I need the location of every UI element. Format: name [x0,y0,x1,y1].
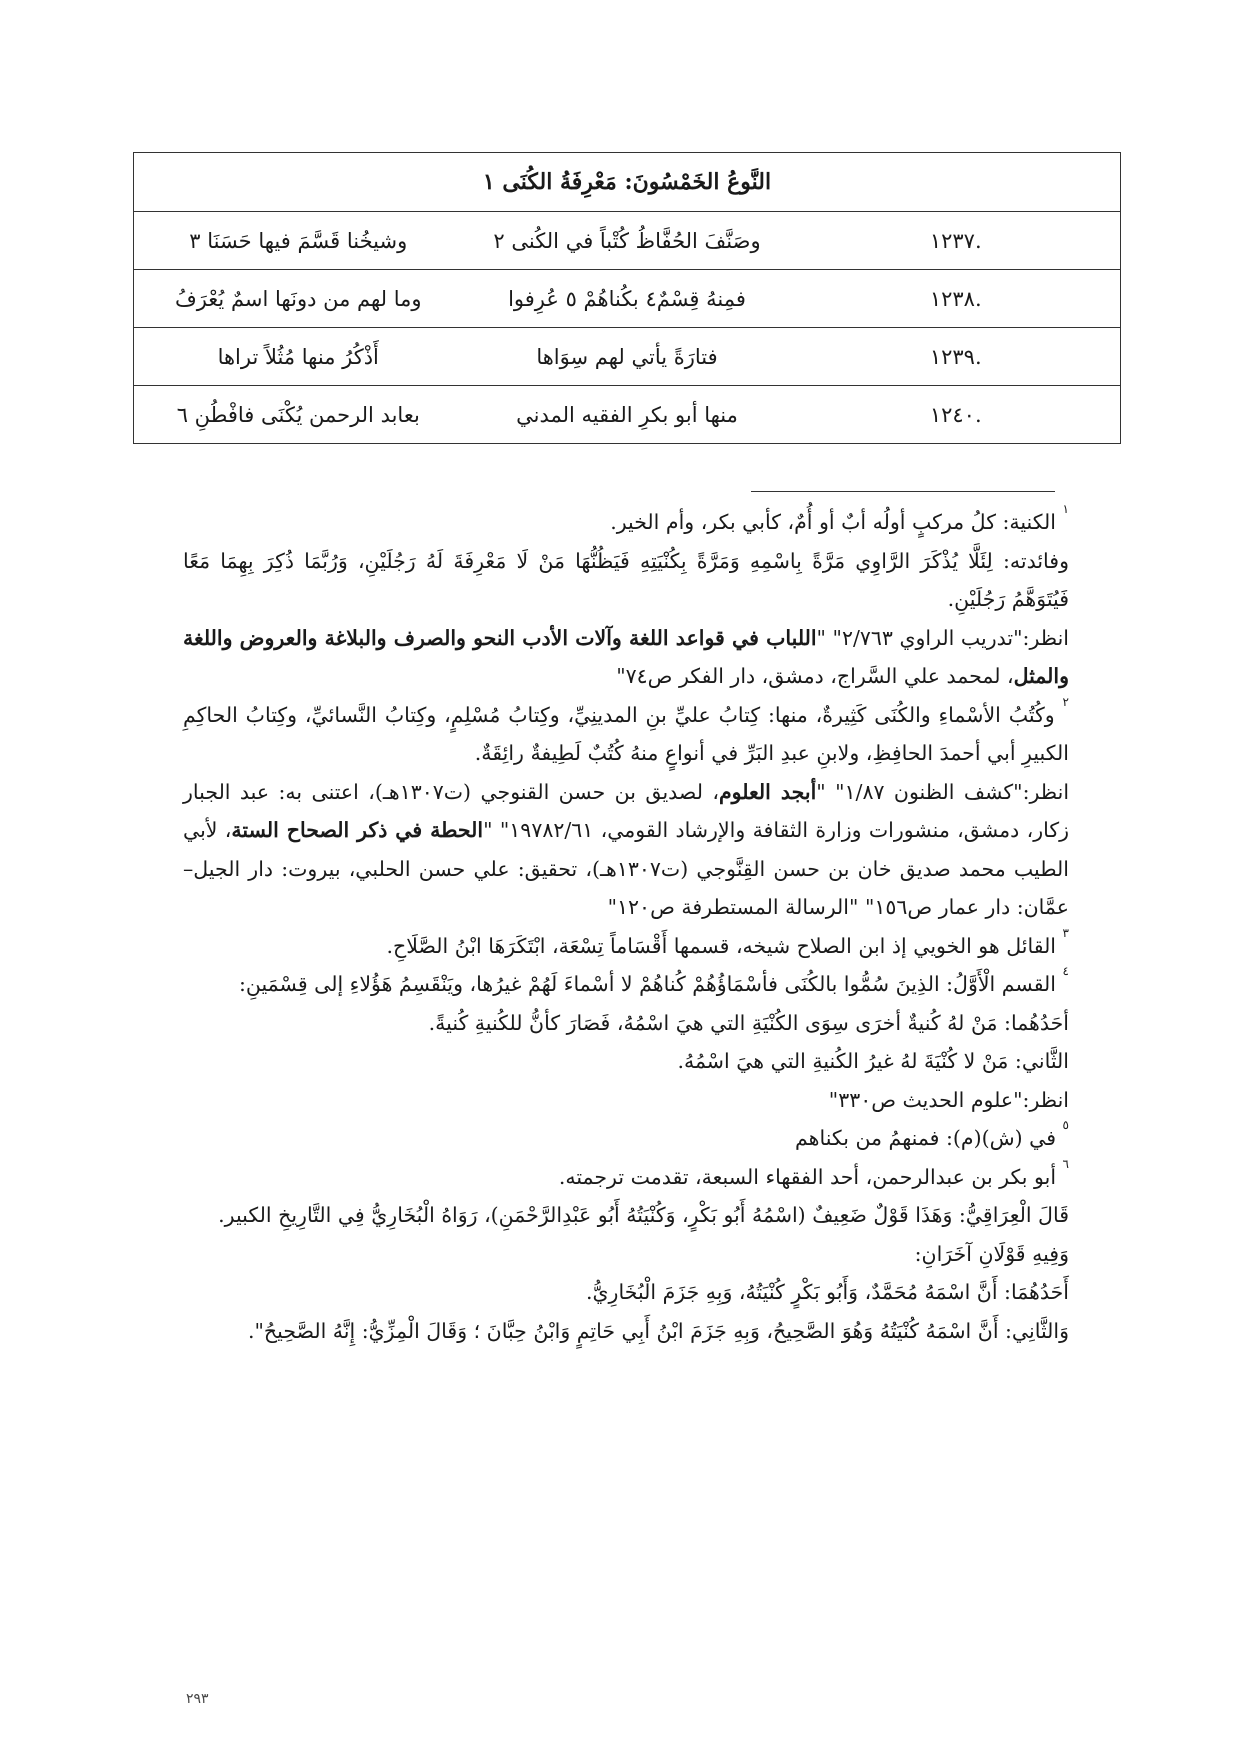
footnote-text: في (ش)(م): فمنهمُ من بكناهم [795,1126,1057,1150]
verse-number: .١٢٣٨ [792,270,1121,328]
reference-text: انظر:"كشف الظنون ١/٨٧" " [816,779,1070,804]
verse-number: .١٢٣٩ [792,328,1121,386]
first-hemistich: فمِنهُ قِسْمٌ٤ بكُناهُمْ ٥ عُرِفوا [463,270,792,328]
footnote-text: أبو بكر بن عبدالرحمن، أحد الفقهاء السبعة، تقدمت ترجمته. [558,1164,1057,1189]
footnote-2 [183,696,1069,773]
footnote-separator [751,491,1055,492]
reference-text: ، لمحمد علي السَّراج، دمشق، دار الفكر ص٧٤" [616,664,1014,688]
page-number: ٢٩٣ [186,1691,209,1707]
book-title: أبجد العلوم [718,779,817,804]
verse-table [133,152,1121,444]
reference-text: ، لأبي الطيب محمد صديق خان بن حسن القِنَّوجي (ت١٣٠٧هـ)، تحقيق: علي حسن الحلبي، بيروت: دار الجيل– عمَّان: دار عمار ص١٥٦" "الرسالة المستطرفة ص١٢٠" [183,818,1070,919]
first-hemistich: منها أبو بكرِ الفقيه المدني [463,386,792,444]
book-title: الحطة في ذكر الصحاح الستة [231,818,484,842]
footnote-marker: ٢ [1062,694,1069,709]
footnote-text: وَفِيهِ قَوْلَانِ آخَرَانِ: [914,1241,1069,1266]
footnote-4 [183,965,1069,1004]
verse-row [134,270,1121,328]
footnote-3 [183,927,1069,966]
verse-row [134,386,1121,444]
table-title-row [134,153,1121,212]
footnotes [183,503,1069,1350]
footnote-reference: انظر:"علوم الحديث ص٣٣٠" [828,1087,1069,1112]
footnote-text: وكُتُبُ الأسْماءِ والكُنَى كَثِيرةٌ، منها: كِتابُ عليِّ بنِ المدينِيِّ، وكِتابُ مُسْلِمٍ، وكِتابُ النَّسائيِّ، وكِتابُ الحاكِمِ الكبيرِ أبي أحمدَ الحافِظِ، ولابنِ عبدِ البَرِّ في أنواعٍ منهُ كُتُبٌ لَطِيفةٌ رائِقَةٌ. [183,702,1069,765]
footnote-marker: ٣ [1062,925,1069,940]
footnote-marker: ٥ [1062,1118,1069,1132]
footnote-text: وَالثَّانِي: أَنَّ اسْمَهُ كُنْيَتُهُ وَهُوَ الصَّحِيحُ، وَبِهِ جَزَمَ ابْنُ أَبِي حَاتِمٍ وَابْنُ حِبَّانَ ؛ وَقَالَ الْمِزِّيُّ: إِنَّهُ الصَّحِيحُ". [247,1318,1069,1343]
footnote-text: القسم الْأَوَّلُ: الذِينَ سُمُّوا بالكُنَى فأسْمَاؤُهُمْ كُناهُمْ لا أسْماءَ لَهُمْ غيرُها، ويَنْقَسِمُ هَؤُلاءِ إلى قِسْمَينِ: [238,972,1057,996]
verse-number: .١٢٣٧ [792,212,1121,270]
verse-row [134,328,1121,386]
footnote-text: القائل هو الخويي إذ ابن الصلاح شيخه، قسمها أَقْسَاماً تِسْعَة، ابْتَكَرَهَا ابْنُ الصَّلَاحِ. [386,933,1057,958]
verse-number: .١٢٤٠ [792,386,1121,444]
footnote-text: الثَّاني: مَنْ لا كُنْيَةَ لهُ غيرُ الكُنيةِ التي هيَ اسْمُهُ. [677,1049,1069,1073]
reference-text: انظر:"تدريب الراوي ٢/٧٦٣" " [816,625,1069,650]
footnote-text: أحَدُهُما: مَنْ لهُ كُنيةٌ أخرَى سِوَى الكُنْيَةِ التي هيَ اسْمُهُ، فَصَارَ كأنُّ للكُنيةِ كُنيةً. [428,1010,1069,1035]
footnote-marker: ٤ [1062,964,1069,978]
second-hemistich: وشيخُنا قَسَّمَ فيها حَسَنَا ٣ [134,212,463,270]
book-title: اللباب في قواعد اللغة وآلات الأدب النحو والصرف والبلاغة والعروض واللغة والمثل [183,625,1069,688]
first-hemistich: فتارَةً يأتي لهم سِوَاها [463,328,792,386]
footnote-reference [183,619,1069,696]
second-hemistich: أَذْكُرُ منها مُثُلاً تراها [134,328,463,386]
second-hemistich: بعابد الرحمن يُكْنَى فافْطُنِ ٦ [134,386,463,444]
first-hemistich: وصَنَّفَ الحُفَّاظُ كُتْباً في الكُنى ٢ [463,212,792,270]
footnote-reference [183,773,1069,927]
reference-text: ، لصديق بن حسن القنوجي (ت١٣٠٧هـ)، اعتنى به: عبد الجبار زكار، دمشق، منشورات وزارة الثقافة والإرشاد القومي، ١٩٧٨٢/٦١" " [183,779,1069,842]
footnote-1 [183,503,1069,542]
footnote-text: أَحَدُهُمَا: أَنَّ اسْمَهُ مُحَمَّدٌ، وَأَبُو بَكْرٍ كُنْيَتُهُ، وَبِهِ جَزَمَ الْبُخَارِيُّ. [586,1280,1069,1304]
footnote-6 [183,1158,1069,1197]
footnote-marker: ١ [1062,502,1069,516]
footnote-text: وفائدته: لِئَلَّا يُذْكَرَ الرَّاوِي مَرَّةً بِاسْمِهِ وَمَرَّةً بِكُنْيَتِهِ فَيَظُنُّهَا مَنْ لَا مَعْرِفَةَ لَهُ رَجُلَيْنِ، وَرُبَّمَا ذُكِرَ بِهِمَا مَعًا فَيُتَوَهَّمُ رَجُلَيْنِ. [183,548,1069,611]
footnote-text: قَالَ الْعِرَاقِيُّ: وَهَذَا قَوْلٌ ضَعِيفٌ (اسْمُهُ أَبُو بَكْرٍ، وَكُنْيَتُهُ أَبُو عَبْدِالرَّحْمَنِ)، رَوَاهُ الْبُخَارِيُّ فِي التَّارِيخِ الكبير. [218,1203,1069,1227]
verse-row [134,212,1121,270]
footnote-marker: ٦ [1062,1156,1069,1171]
second-hemistich: وما لهم من دونَها اسمٌ يُعْرَفُ [134,270,463,328]
footnote-5 [183,1119,1069,1158]
footnote-text: الكنية: كلُ مركبٍ أولُه أبٌ أو أُمٌ، كأبي بكر، وأم الخير. [610,510,1057,534]
section-title: النَّوعُ الخَمْسُونَ: مَعْرِفَةُ الكُنَى ١ [134,153,1121,212]
